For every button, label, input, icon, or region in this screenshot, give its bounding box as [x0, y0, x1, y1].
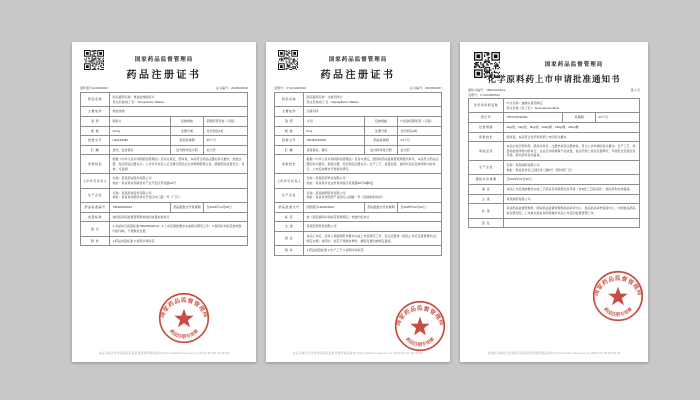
- doc-number-left: 受理号：CYHS1900316: [274, 86, 307, 90]
- field-value: [304, 189, 441, 202]
- table-row: [469, 219, 639, 229]
- official-seal-stamp: [156, 290, 212, 346]
- field-value: [304, 246, 441, 255]
- field-value: 处方药: [206, 147, 216, 152]
- field-label: 药品有效期: [170, 136, 204, 145]
- table-row: [469, 175, 639, 185]
- doc-number-right: 第 1 页: [630, 88, 640, 92]
- field-value-line: 中文名称：盐酸右美托咪定: [506, 101, 543, 105]
- field-value: 24个月: [400, 138, 410, 143]
- field-value: 遮光，密封保存: [112, 147, 134, 152]
- field-label: 剂 型: [275, 117, 304, 126]
- field-label: 通知书有效期: [469, 175, 504, 184]
- table-row: [81, 189, 247, 203]
- page-title: 化学原料药上市申请批准通知书: [487, 74, 621, 84]
- field-value: [504, 133, 639, 142]
- table-row: [81, 117, 247, 127]
- field-label: 生产企业: [275, 189, 304, 202]
- field-label: 处方药/非处方药: [170, 146, 204, 155]
- field-value-line: 地址：某省某市高新技术产业开发区科技路10号: [112, 181, 176, 186]
- table-row: [469, 123, 639, 133]
- certificate-table: [274, 92, 442, 256]
- field-value: [504, 99, 639, 112]
- official-seal-stamp: [590, 268, 646, 324]
- table-row: [469, 142, 639, 161]
- field-label: 包装规格: [364, 117, 398, 126]
- field-value: [504, 175, 639, 184]
- table-row: [469, 204, 639, 218]
- field-value-line: 名称：某某医药科技有限公司: [306, 176, 346, 181]
- table-row: [81, 93, 247, 107]
- field-value: 20mg: [112, 128, 121, 133]
- verification-footer: 本证书真伪可登录国家药品监督管理局网站查询 https://zwfw.nmpa.gov.cn 2019-10-08 16:28:36: [98, 351, 230, 355]
- field-value-line: 某某医药科技有限公司: [306, 224, 337, 229]
- table-row: [81, 107, 247, 117]
- field-value: [504, 142, 639, 160]
- table-row: [469, 185, 639, 195]
- table-row: [81, 222, 247, 236]
- field-label: 化学原料药名称: [469, 99, 504, 112]
- svg-text:药品注册专用章: 药品注册专用章: [404, 336, 436, 348]
- field-value-line: 某省药品监督管理局、国家药品监督管理局药品审评中心、食品药品审核查验中心、中国食品药品检定研究院。上述单位按各自职责做好本品上市后的监督管理工作。: [506, 206, 636, 215]
- field-value: [304, 232, 441, 245]
- doc-number-left: 国药准字H20190283: [80, 86, 108, 90]
- table-row: [275, 203, 441, 213]
- field-label: 药品批准文号: [275, 203, 304, 212]
- field-value-line: 名称：某某药业股份有限公司: [112, 176, 152, 181]
- field-label: 附 件: [275, 246, 304, 255]
- field-label: 审批结论: [469, 133, 504, 142]
- table-row: [275, 174, 441, 188]
- svg-text:药品注册专用章: 药品注册专用章: [602, 306, 634, 318]
- field-value-line: 达格列净: [306, 109, 319, 114]
- doc-number-left: 通知书编号：YBH20190012: [468, 88, 506, 92]
- field-value-line: 某某制药有限公司: [506, 196, 531, 201]
- field-value-line: 奥美拉唑: [112, 109, 125, 114]
- field-label: 有效期: [562, 113, 596, 122]
- table-row: [275, 232, 441, 246]
- field-value-line: 英文名称/拉丁名：Dapagliflozin Tablets: [306, 99, 359, 104]
- field-value: 片剂: [306, 118, 313, 123]
- field-label: 药品名称: [81, 93, 110, 106]
- doc-number-left-2: 受理号：CYHS1900012: [468, 93, 501, 97]
- field-label: 质量标准: [81, 213, 110, 222]
- field-value: YBH00532019: [112, 204, 133, 209]
- table-row: [275, 117, 441, 127]
- table-row: [469, 99, 639, 113]
- field-label: 抄 送: [469, 204, 504, 217]
- field-label: 药品标准编号: [81, 203, 110, 212]
- field-label: 剂 型: [81, 117, 110, 126]
- field-value: 24个月: [598, 115, 608, 120]
- field-label: 主要成份: [81, 107, 110, 116]
- doc-number-line: [468, 88, 640, 92]
- field-label: 附 件: [81, 237, 110, 246]
- field-value: 常温保存，避光: [306, 147, 328, 152]
- field-value-line: 地址：某省某市经济技术开发区纬三路一号（厂区）: [112, 195, 182, 200]
- field-value-line: 名称：某某药业股份有限公司: [112, 190, 152, 195]
- table-row: [275, 189, 441, 203]
- table-row: [81, 174, 247, 188]
- field-value-line: 1kg/袋、2kg/袋、5kg/袋、10kg/桶、15kg/桶、25kg/桶: [506, 124, 579, 129]
- approval-notice-page-3: [460, 42, 648, 362]
- field-label: 生产企业: [469, 161, 504, 174]
- field-label: 药品批准文号有效期: [364, 203, 398, 212]
- field-label: 主 送: [275, 222, 304, 231]
- field-value-line: 英文名称/拉丁名：Omeprazole Tablets: [112, 99, 164, 104]
- certificate-table: [80, 92, 248, 246]
- field-value-line: 地址：某省某市化工园区纬二路8号（原料药厂区）: [506, 167, 575, 172]
- field-value: 至2024年10月08日: [206, 204, 232, 209]
- field-value-line: 地址：某省某市医药产业园天山西路一号（固体制剂车间）: [306, 195, 385, 200]
- agency-name: 国家药品监督管理局: [328, 57, 388, 63]
- doc-number-right: 证书编号：2019S00618: [215, 86, 248, 90]
- field-value: [304, 174, 441, 187]
- field-label: 规 格: [81, 127, 110, 136]
- field-value: H20190283: [112, 138, 129, 143]
- field-label: 处方药/非处方药: [364, 146, 398, 155]
- table-row: [81, 213, 247, 223]
- table-row: [275, 146, 441, 156]
- field-value: [504, 161, 639, 174]
- field-value: 至2025年03月02日: [400, 204, 426, 209]
- field-label: 包装规格: [170, 117, 204, 126]
- table-row: [275, 155, 441, 174]
- field-value: [504, 204, 639, 217]
- field-value-line: 药品通用名称：奥美拉唑肠溶片: [112, 95, 155, 99]
- field-value-line: 按《药品说明书和标签管理规定》核准内容执行: [306, 214, 370, 219]
- field-label: 备 注: [275, 232, 304, 245]
- page-title: 药品注册证书: [320, 70, 396, 81]
- field-value: [304, 93, 441, 106]
- field-label: 批准文号: [81, 136, 110, 145]
- table-row: [275, 127, 441, 137]
- field-label: 主 送: [469, 195, 504, 204]
- certificate-page-1: [72, 42, 256, 362]
- table-row: [81, 127, 247, 137]
- field-label: 标 签: [275, 213, 304, 222]
- table-row: [81, 136, 247, 146]
- doc-number-line: [80, 86, 248, 90]
- field-label: 审批意见: [469, 142, 504, 160]
- agency-name: 国家药品监督管理局: [544, 62, 604, 68]
- field-value: [304, 222, 441, 231]
- field-value: [110, 213, 247, 222]
- field-value: 36个月: [206, 138, 216, 143]
- field-value-line: 英文名称（拉丁名）：Dexmedetomidine: [506, 105, 560, 110]
- field-value: [304, 107, 441, 116]
- field-label: 批准文号: [275, 136, 304, 145]
- svg-text:国家药品监督管理局: 国家药品监督管理局: [159, 298, 209, 319]
- field-label: 登记号: [469, 113, 504, 122]
- doc-number-line: [274, 86, 442, 90]
- field-value: [110, 93, 247, 106]
- field-value: YBYK20190061: [506, 115, 528, 120]
- field-value: 化学药品4类: [400, 128, 418, 133]
- table-row: [275, 222, 441, 232]
- field-label: 签 发: [469, 219, 504, 228]
- field-value-line: 根据《中华人民共和国药品管理法》及有关规定，经国家药品监督管理局组织审评，本品符合药品注册的有关要求，批准注册，发给药品注册证书。生产工艺、质量标准、说明书及标签按所附内容执行，上市后按要求开展相关研究。: [306, 157, 439, 171]
- field-value-line: 1.药品质量标准 2.生产工艺 3.说明书和标签: [306, 248, 364, 253]
- field-value: [504, 185, 639, 194]
- field-label: 主要成份: [275, 107, 304, 116]
- field-value-line: 本品上市后须按要求完成工艺验证及持续稳定性考察（含3批工艺验证批），相关资料存档备查。: [506, 187, 633, 192]
- table-row: [469, 113, 639, 123]
- field-label: 上市许可持有人: [81, 174, 110, 187]
- doc-number-right: 证书编号：2020S00067: [409, 86, 442, 90]
- field-value: 国药准字H20203316: [306, 204, 335, 209]
- field-value-line: 名称：某某制药有限公司: [506, 163, 540, 168]
- field-value: [110, 155, 247, 173]
- field-value-line: 至2024年07月30日: [506, 177, 532, 182]
- field-value: [110, 189, 247, 202]
- field-value-line: 按国家药品监督管理局核准的质量标准执行: [112, 214, 170, 219]
- field-label: 药品名称: [275, 93, 304, 106]
- field-label: 审批结论: [275, 155, 304, 173]
- field-value: 化学药品4类: [206, 128, 224, 133]
- table-row: [81, 237, 247, 247]
- field-value-line: 名称：某某制药股份有限公司: [306, 190, 346, 195]
- field-label: 规 格: [275, 127, 304, 136]
- verification-footer: 本通知书真伪可登录国家药品监督管理局网站查询 https://zwfw.nmpa.gov.cn 2020-03-05 09:46:21: [487, 351, 621, 355]
- svg-text:药品注册专用章: 药品注册专用章: [168, 328, 200, 340]
- table-row: [275, 246, 441, 256]
- field-value: [504, 219, 639, 228]
- field-label: 包装规格: [469, 123, 504, 132]
- table-row: [81, 203, 247, 213]
- table-row: [275, 136, 441, 146]
- table-row: [275, 213, 441, 223]
- field-value: 内包装铝塑泡罩（口服）: [400, 118, 434, 123]
- official-seal-stamp: [392, 298, 448, 354]
- field-value: 5mg: [306, 128, 313, 133]
- page-title: 药品注册证书: [126, 70, 202, 81]
- field-value: [504, 123, 639, 132]
- field-label: 注册分类: [364, 127, 398, 136]
- field-label: 药品有效期: [364, 136, 398, 145]
- table-row: [81, 155, 247, 174]
- field-label: 药品批准文号有效期: [170, 203, 204, 212]
- field-value-line: 经审查，本品符合化学原料药上市的有关要求: [506, 134, 567, 139]
- field-value: [110, 107, 247, 116]
- field-label: 贮 藏: [275, 146, 304, 155]
- svg-text:国家药品监督管理局: 国家药品监督管理局: [395, 306, 445, 327]
- field-value: [304, 213, 441, 222]
- field-value-line: 药品通用名称：达格列净片: [306, 95, 343, 99]
- notice-table: [468, 98, 640, 228]
- table-row: [81, 146, 247, 156]
- field-label: 上市许可持有人: [275, 174, 304, 187]
- field-value: 铝塑泡罩包装（口服）: [206, 118, 237, 123]
- field-value-line: 地址：某省某市自由贸易试验区某某路99号1幢5层: [306, 181, 374, 186]
- field-value-line: 本品上市后，持有人须按照附件要求完成上市后研究工作；有关变更按《药品上市后变更管理办法》规定办理；说明书、标签不得擅自修改，确需变更的按规定备案。: [306, 233, 439, 243]
- field-label: 备 注: [469, 185, 504, 194]
- field-label: 生产企业: [81, 189, 110, 202]
- field-value: [110, 174, 247, 187]
- field-value: [304, 155, 441, 173]
- field-value: YBH20190006: [306, 138, 327, 143]
- certificate-page-2: [266, 42, 450, 362]
- field-value: [110, 222, 247, 235]
- verification-footer: 本证书真伪可登录国家药品监督管理局网站查询 https://zwfw.nmpa.gov.cn 2020-03-02 10:18:52: [292, 351, 424, 355]
- field-value-line: 本品为化学原料药，经技术审评、注册核查和注册检验，符合上市申请的有关要求。生产工艺、质量标准按所附内容执行；企业应持续确保产品质量，依法开展上市后变更研究、年度报告及稳定性考察，相关资料存档备查。: [506, 144, 636, 158]
- agency-name: 国家药品监督管理局: [134, 57, 194, 63]
- field-label: 备 注: [81, 222, 110, 235]
- field-value-line: 根据《中华人民共和国药品管理法》及有关规定，经审查，本品符合药品注册的有关要求，批准注册，发给药品注册证书。上市许可持有人应当履行药品全生命周期管理义务，确保药品质量安全、有效、可追溯。: [112, 157, 245, 171]
- field-value: [110, 237, 247, 246]
- field-label: 审批结论: [81, 155, 110, 173]
- field-value: 处方药: [400, 147, 410, 152]
- field-value: [504, 195, 639, 204]
- table-row: [469, 133, 639, 143]
- table-row: [469, 161, 639, 175]
- field-value-line: 1.本品执行质量标准YBH00532019；2.上市后须按要求完成相关研究工作；3.说明书和标签按核准内容印制，不得擅自变更。: [112, 224, 242, 233]
- svg-text:国家药品监督管理局: 国家药品监督管理局: [593, 276, 643, 297]
- table-row: [275, 107, 441, 117]
- field-label: 注册分类: [170, 127, 204, 136]
- field-value-line: 1.药品质量标准 2.说明书和标签: [112, 238, 155, 243]
- field-value: 肠溶片: [112, 118, 122, 123]
- table-row: [275, 93, 441, 107]
- field-label: 贮 藏: [81, 146, 110, 155]
- table-row: [469, 195, 639, 205]
